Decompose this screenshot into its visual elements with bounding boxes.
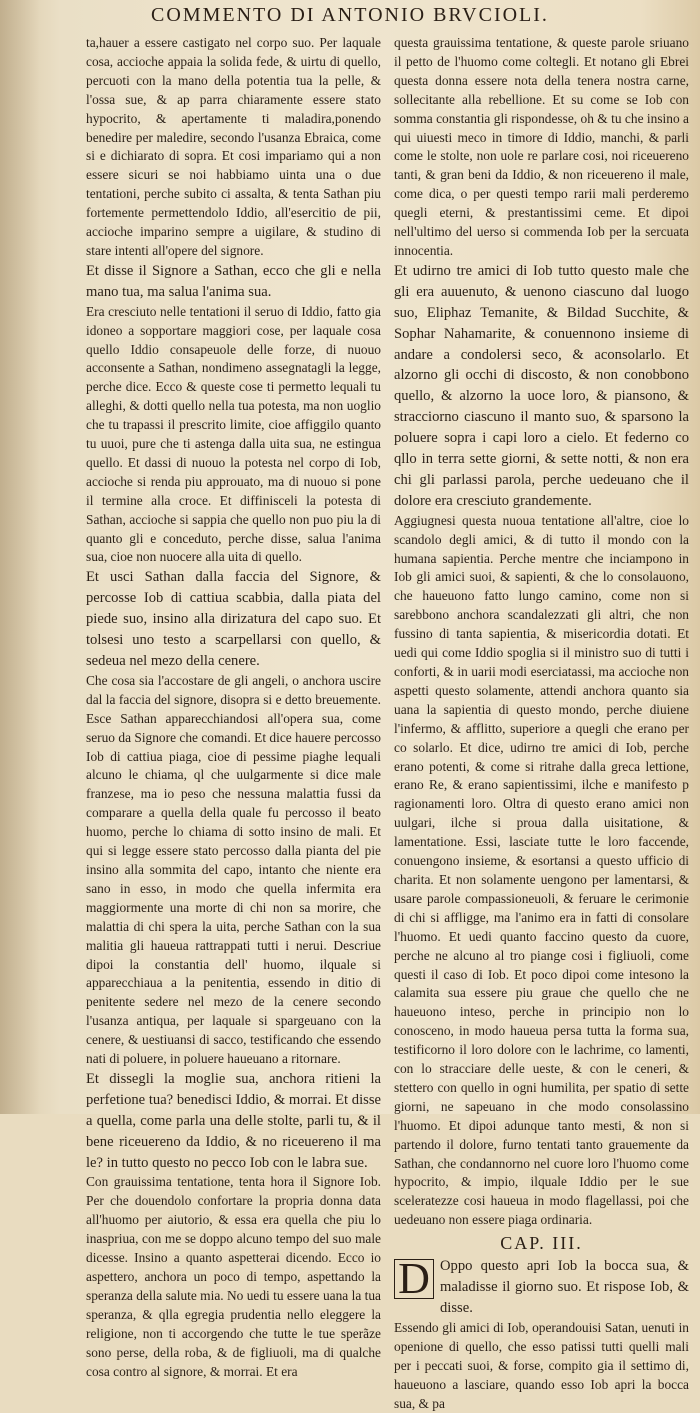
paragraph-text: Che cosa sia l'accostare de gli angeli, o anchora uscire dal la faccia del signore, disopra si e detto breuemente. Esce Sathan apparecchiandosi all'opera sua, come seruo da Signore che comandi. Et dice hauere percosso Iob di cattiua piaga, cioe di pessime piaghe lequali alcuno le chiama, ql che uulgarmente si dice male franzese, ma io peso che nessuna malattia fussi da comparare a quella della quale fu percosso il beato huomo, perche lo chiama di sotto insino de mali. Et qui si legge essere stato percosso dalla pianta del pie insino alla sommita del capo, intanto che niente era sano in esso, in modo che quella infermita era maggiormente una morte di chi non sa morire, che malattia di chi spera la uita, perche Sathan con la sua malitia gli haueua rattrappati tutti i nerui. Descriue dipoi la constantia dell' huomo, ilquale si apparecchiaua a la penitentia, essendo in ditio di penitente sedere nel mezo de la cenere secondo l'usanza antiqua, per laquale si spargeuano con la cenere, & uestiuansi di sacco, testificando che essendo nati di poluere, in poluere haueuano a ritornare.: [86, 672, 381, 1067]
left-column: [86, 34, 381, 1379]
paragraph-text: Con grauissima tentatione, tenta hora il Signore Iob. Per che douendolo confortare la propria donna data all'huomo per aiutorio, & essa era quella che piu lo inaspriua, con me se doppo alcuno tempo del suo male dicesse. Insino a quanto aspetterai dicendo. Ecco io aspettero, anchora un poco di tempo, aspettando la speranza della salute mia. No uedi tu essere uana la tua speranza, & qlla egregia prudentia nello eleggere la religione, non ti accorgendo che tutte le tue sperãze sono perse, della roba, & de figliuoli, ma di qualche cosa contro al signore, & morrai. Et era: [86, 1174, 381, 1379]
commentary-paragraph: [86, 672, 381, 1069]
paragraph-text: Oppo questo apri Iob la bocca sua, & maladisse il giorno suo. Et rispose Iob, & disse.: [440, 1258, 689, 1316]
drop-cap: D: [394, 1259, 434, 1299]
paragraph-text: Et udirno tre amici di Iob tutto questo male che gli era auuenuto, & uenono ciascuno dal luogo suo, Eliphaz Temanite, & Bildad Succhite, & Sophar Nahamarite, & conuennono insieme di andare a condolersi seco, & aconsolarlo. Et alzorno gli occhi di discosto, & non conobbono quello, & alzorno la uoce loro, & piansono, & stracciorno ciascuno il manto suo, & sparsono la poluere sopra i capi loro a cielo. Et federno co qllo in terra sette giorni, & sette notti, & non era chi gli parlassi parola, perche uedeuano che il dolore era cresciuto grandemente.: [394, 262, 689, 509]
chapter-heading: CAP. III.: [500, 1233, 583, 1254]
right-column: [394, 34, 689, 1411]
commentary-paragraph: [394, 1319, 689, 1413]
paragraph-text: Era cresciuto nelle tentationi il seruo di Iddio, fatto gia idoneo a sopportare maggiori cose, per laquale cosa quello Iddio consapeuole delle forze, di nuouo acconsente a Sathan, nondimeno assegnatagli la legge, perche dice. Ecco & queste cose ti permetto lequali tu alleghi, & dotti quello nella tua potesta, ma non uoglio che tu trapassi il prescrito limite, cioe affiggilo quanto tu uuoi, pure che ti astenga dalla uita sua, ne estingua quello. Et dassi di nuouo la potesta nel corpo di Iob, accioche si renda piu approuato, ma di nuouo si pone il termine alla croce. Et diffinisceli la potesta di Sathan, accioche si sappia che quello non puo piu la di quanto gli e conceduto, perche disse, salua l'anima sua, cioe non nuocere alla uita di quello.: [86, 303, 381, 565]
scripture-verse: [86, 1069, 381, 1174]
scripture-verse: [394, 1256, 689, 1319]
commentary-paragraph: [86, 1173, 381, 1381]
text-columns: [86, 34, 691, 1411]
paragraph-text: Et usci Sathan dalla faccia del Signore, & percosse Iob di cattiua scabbia, dalla piata del piede suo, insino alla dirizatura del capo suo. Et tolsesi uno testo a scarpellarsi con quello, & sedeua nel mezo della cenere.: [86, 569, 381, 669]
paragraph-text: Essendo gli amici di Iob, operandouisi Satan, uenuti in openione di quello, che esso patissi tutti quelli mali per i peccati suoi, & forse, compito gia il settimo di, haueuono a lasciare, quando esso Iob apri la bocca sua, & pa: [394, 1319, 689, 1411]
commentary-paragraph: [86, 34, 381, 261]
scripture-verse: [86, 567, 381, 672]
scripture-verse: [394, 261, 689, 512]
commentary-paragraph: [86, 303, 381, 568]
paragraph-text: ta,hauer a essere castigato nel corpo suo. Per laquale cosa, accioche appaia la solida fede, & uirtu di quello, percuoti con la mano della potentia tua la pelle, & l'ossa sue, & ap parra chiaramente essere stato hypocrito, & apertamente ti maladira,ponendo benedire per maledire, secondo l'usanza Ebraica, come si e dichiarato di sopra. Et cosi impariamo qui a non essere sicuri se noi habbiamo uinta una o due tentationi, perche subito ci assalta, & tenta Sathan piu fortemente permettendolo Iddio, all'esercitio de pii, accioche imparino sempre a uigilare, & studino di stare intenti all'opere del signore.: [86, 35, 381, 258]
paragraph-text: questa grauissima tentatione, & queste parole sriuano il petto de l'huomo come coltegli. Et notano gli Ebrei questa donna essere nota della tenera nostra carne, sollecitante alla rebellione. Et su come se Iob con somma constantia gli rispondesse, oh & tu che insino a qui uiuesti meco in timore di Iddio, manchi, & parli come le stolte, non uole re parlare cosi, noi riceuereno tanti, & gran beni da Iddio, & non riceuereno il male, come dica, o per questi tempo rarii mali perderemo quegli eterni, & prestantissimi ceme. Et dipoi nell'ultimo del uerso si commenda Iob per la sercuata innocentia.: [394, 35, 689, 258]
paragraph-text: Aggiugnesi questa nuoua tentatione all'altre, cioe lo scandolo degli amici, & di tutto il mondo con la humana sapientia. Perche mentre che inciampono in Iob gli amici suoi, & sapienti, & che lo consolauono, che haueuono fatto lungo camino, come non si sarebbono anchora scandalezzati gli altri, che non fussino di tanta sapientia, & misericordia dotati. Et uedi qui come Iddio spoglia si il ministro suo di tutti i conforti, & in uarii modi eserciatassi, ma accioche non aspetti questo solamente, attendi anchora quanto sia uana la sapientia di questo mondo, perche diuiene l'infermo, & afflitto, superiore a quegli che erano per co solarlo. Et dice, udirno tre amici di Iob, perche erano potenti, & come si ritrahe dalla greca lettione, erano Re, & erano sapientissimi, ilche e manifesto p ragionamenti loro. Oltra di questo erano amici non uulgari, ilche si proua dalla uisitatione, & lamentatione. Essi, lasciate tutte le loro faccende, conuengono insieme, & esortansi a questo ufficio di charita. Et non solamente uengono per lamentarsi, & usare parole compassioneuoli, & feruare le cerimonie di chi si affligge, ma l'animo era in fatti di consolare l'huomo. Et uedi quanto faccino questo da cuore, perche ne alcuno al tro piange cosi i figliuoli, come questi il caso di Iob. Et poco dipoi come intesono la calamita sua essere piu graue che quello che ne haueuono inteso, perche in principio non lo conosceno, in modo haueua persa tutta la forma sua, testificorno il loro dolore con le lachrime, co lamenti, con lo stracciare delle ueste, & con le ceneri, & stettero con quello in ogni humilita, per spatio di sette giorni, ne sapeuano in che modo consolassino l'huomo. Et dipoi adunque tanto mesti, & non si partendo il dolore, furno tentati tanto grauemente da Sathan, che condannorno nel cuore loro l'huomo come hypocrito, & impio, ilquale Iddio per le sue sceleratezze cosi haueua in modo flagellassi, poi che uedeuano non essere piaga ordinaria.: [394, 512, 689, 1228]
paragraph-text: Et dissegli la moglie sua, anchora ritieni la perfetione tua? benedisci Iddio, & morrai. Et disse a quella, come parla una delle stolte, parli tu, & il bene riceuereno da Iddio, & no riceuereno il ma le? in tutto questo no pecco Iob con le labra sue.: [86, 1070, 381, 1171]
scripture-verse: [86, 261, 381, 303]
commentary-paragraph: [394, 512, 689, 1230]
commentary-paragraph: [394, 34, 689, 261]
paragraph-text: Et disse il Signore a Sathan, ecco che gli e nella mano tua, ma salua l'anima sua.: [86, 262, 381, 300]
binding-gutter: [0, 0, 40, 1114]
running-head: COMMENTO DI ANTONIO BRVCIOLI.: [151, 4, 549, 26]
